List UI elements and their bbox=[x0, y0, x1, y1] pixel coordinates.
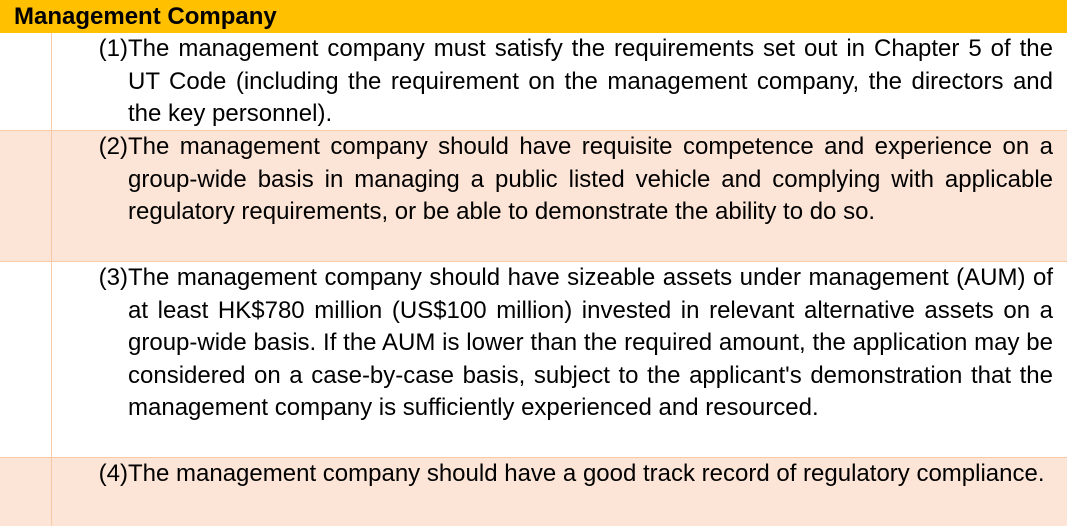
row-margin-cell bbox=[0, 458, 52, 526]
item-number: (1) bbox=[98, 35, 128, 62]
item-text: The management company must satisfy the requirements set out in Chapter 5 of the UT Code (including the requirement on the management company, the directors and the key personnel). bbox=[128, 35, 1053, 127]
item-text: The management company should have a good track record of regulatory compliance. bbox=[128, 460, 1045, 487]
row-content-cell bbox=[52, 262, 1067, 457]
table-header-row bbox=[0, 0, 1067, 33]
item-number: (2) bbox=[98, 133, 128, 160]
section-title: Management Company bbox=[14, 3, 277, 30]
item-number: (3) bbox=[98, 264, 128, 291]
row-margin-cell bbox=[0, 131, 52, 261]
row-margin-cell bbox=[0, 33, 52, 130]
item-number: (4) bbox=[98, 460, 128, 487]
row-content-cell bbox=[52, 33, 1067, 130]
row-content-cell bbox=[52, 131, 1067, 261]
table-row bbox=[0, 262, 1067, 458]
row-content-cell bbox=[52, 458, 1067, 526]
row-margin-cell bbox=[0, 262, 52, 457]
table-row bbox=[0, 131, 1067, 262]
item-text: The management company should have requisite competence and experience on a group-wide basis in managing a public listed vehicle and complying with applicable regulatory requirements, or be able to demonstrate the ability to do so. bbox=[128, 133, 1053, 225]
table-row bbox=[0, 33, 1067, 131]
table-row bbox=[0, 458, 1067, 526]
item-text: The management company should have sizeable assets under management (AUM) of at least HK$780 million (US$100 million) invested in relevant alternative assets on a group-wide basis. If the AUM is lower than the required amount, the application may be considered on a case-by-case basis, subject to the applicant's demonstration that the management company is sufficiently experienced and resourced. bbox=[128, 264, 1053, 421]
